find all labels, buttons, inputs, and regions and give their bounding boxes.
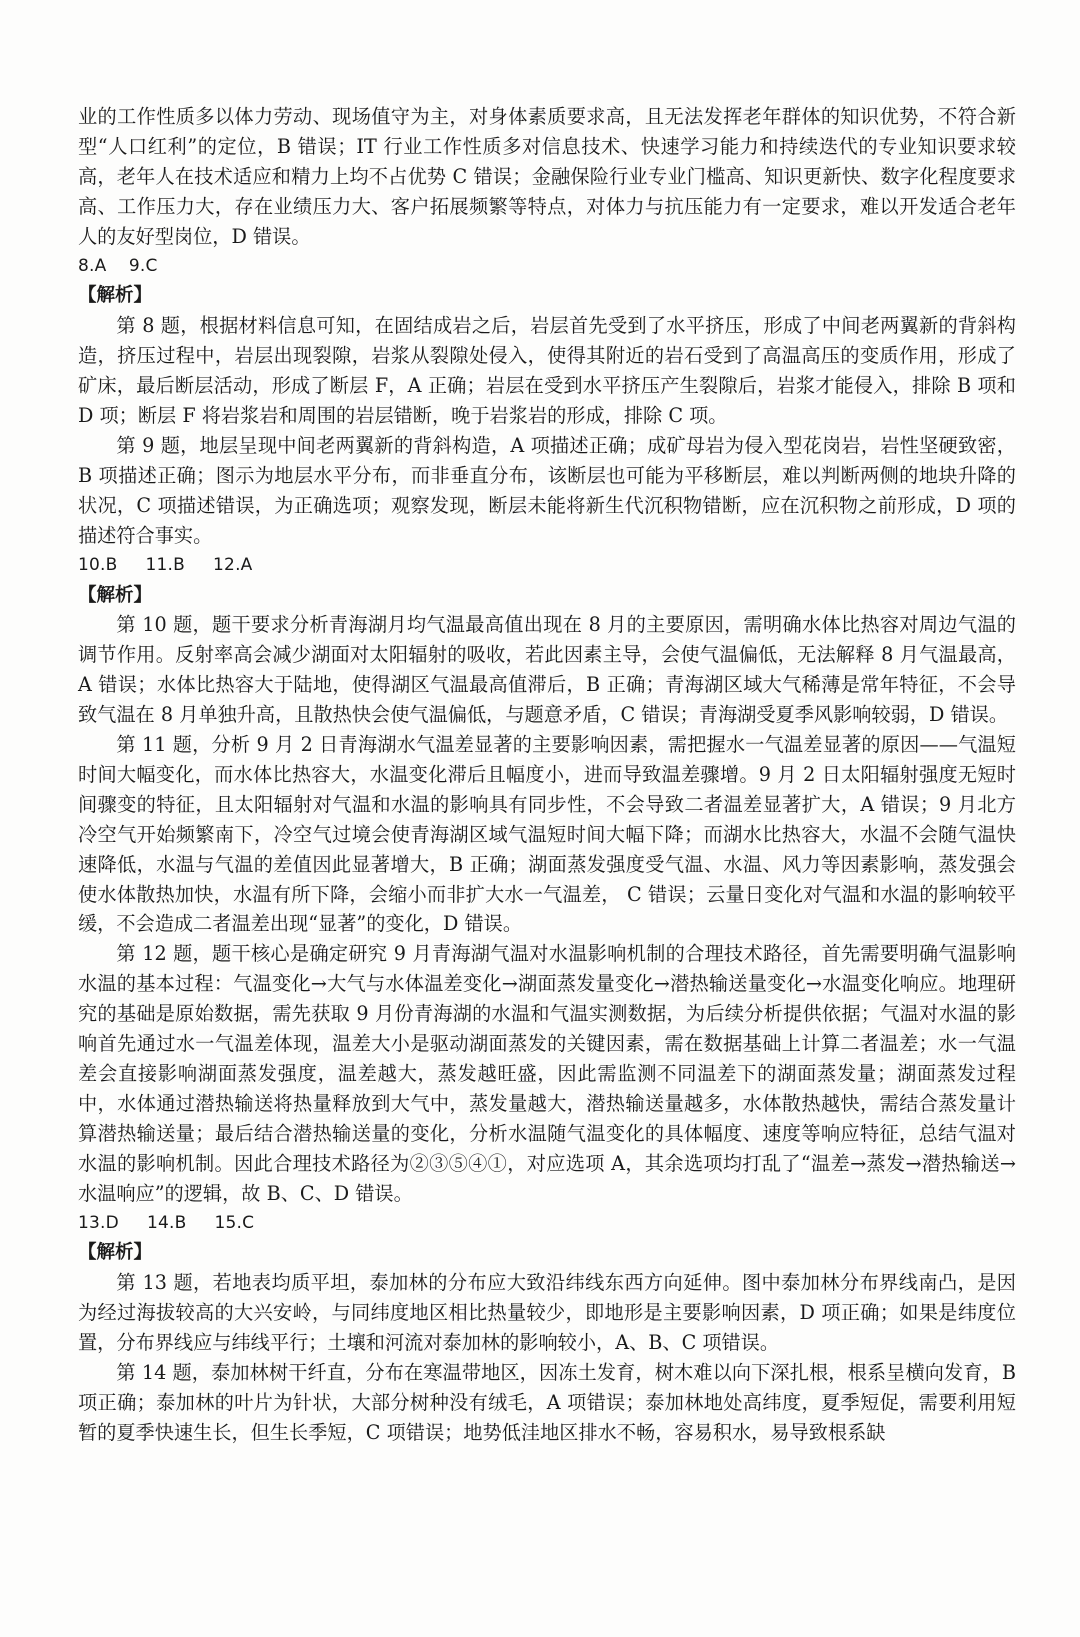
- analysis-paragraph: 第 9 题，地层呈现中间老两翼新的背斜构造，A 项描述正确；成矿母岩为侵入型花岗岩，岩性坚硬致密，B 项描述正确；图示为地层水平分布，而非垂直分布，该断层也可能为平移断层，难以判断两侧的地块升降的状况，C 项描述错误，为正确选项；观察发现，断层未能将新生代沉积物错断，应在沉积物之前形成，D 项的描述符合事实。: [78, 433, 1016, 547]
- analysis-heading: 【解析】: [78, 285, 153, 307]
- analysis-paragraph: 第 8 题，根据材料信息可知，在固结成岩之后，岩层首先受到了水平挤压，形成了中间老两翼新的背斜构造，挤压过程中，岩层出现裂隙，岩浆从裂隙处侵入，使得其附近的岩石受到了高温高压的变质作用，形成了矿床，最后断层活动，形成了断层 F，A 正确；岩层在受到水平挤压产生裂隙后，岩浆才能侵入，排除 B 项和 D 项；断层 F 将岩浆岩和周围的岩层错断，晚于岩浆岩的形成，排除 C 项。: [78, 314, 1016, 428]
- analysis-paragraph: 第 12 题，题干核心是确定研究 9 月青海湖气温对水温影响机制的合理技术路径，首先需要明确气温影响水温的基本过程：气温变化→大气与水体温差变化→湖面蒸发量变化→潜热输送量变化→水温变化响应。地理研究的基础是原始数据，需先获取 9 月份青海湖的水温和气温实测数据，为后续分析提供依据；气温对水温的影响首先通过水一气温差体现，温差大小是驱动湖面蒸发的关键因素，需在数据基础上计算二者温差；水一气温差会直接影响湖面蒸发强度，温差越大，蒸发越旺盛，因此需监测不同温差下的湖面蒸发量；湖面蒸发过程中，水体通过潜热输送将热量释放到大气中，蒸发量越大，潜热输送量越多，水体散热越快，需结合蒸发量计算潜热输送量；最后结合潜热输送量的变化，分析水温随气温变化的具体幅度、速度等响应特征，总结气温对水温的影响机制。因此合理技术路径为②③⑤④①，对应选项 A，其余选项均打乱了“温差→蒸发→潜热输送→水温响应”的逻辑，故 B、C、D 错误。: [78, 942, 1016, 1205]
- text-paragraph: 业的工作性质多以体力劳动、现场值守为主，对身体素质要求高，且无法发挥老年群体的知识优势，不符合新型“人口红利”的定位，B 错误；IT 行业工作性质多对信息技术、快速学习能力和持续迭代的专业知识要求较高，老年人在技术适应和精力上均不占优势 C 错误；金融保险行业专业门槛高、知识更新快、数字化程度要求高、工作压力大，存在业绩压力大、客户拓展频繁等特点，对体力与抗压能力有一定要求，难以开发适合老年人的友好型岗位，D 错误。: [78, 105, 1016, 248]
- answer-key-line: 10.B 11.B 12.A: [78, 554, 253, 575]
- answer-key-line: 13.D 14.B 15.C: [78, 1212, 255, 1233]
- analysis-heading: 【解析】: [78, 584, 153, 606]
- analysis-paragraph: 第 11 题，分析 9 月 2 日青海湖水气温差显著的主要影响因素，需把握水一气温差显著的原因——气温短时间大幅变化，而水体比热容大，水温变化滞后且幅度小，进而导致温差骤增。9 月 2 日太阳辐射强度无短时间骤变的特征，且太阳辐射对气温和水温的影响具有同步性，不会导致二者温差显著扩大，A 错误；9 月北方冷空气开始频繁南下，冷空气过境会使青海湖区域气温短时间大幅下降；而湖水比热容大，水温不会随气温快速降低，水温与气温的差值因此显著增大，B 正确；湖面蒸发强度受气温、水温、风力等因素影响，蒸发强会使水体散热加快，水温有所下降，会缩小而非扩大水一气温差， C 错误；云量日变化对气温和水温的影响较平缓，不会造成二者温差出现“显著”的变化，D 错误。: [78, 733, 1016, 936]
- analysis-paragraph: 第 14 题，泰加林树干纤直，分布在寒温带地区，因冻土发育，树木难以向下深扎根，根系呈横向发育，B 项正确；泰加林的叶片为针状，大部分树种没有绒毛，A 项错误；泰加林地处高纬度，夏季短促，需要利用短暂的夏季快速生长，但生长季短，C 项错误；地势低洼地区排水不畅，容易积水，易导致根系缺: [78, 1361, 1016, 1444]
- analysis-paragraph: 第 10 题，题干要求分析青海湖月均气温最高值出现在 8 月的主要原因，需明确水体比热容对周边气温的调节作用。反射率高会减少湖面对太阳辐射的吸收，若此因素主导，会使气温偏低，无法解释 8 月气温最高， A 错误；水体比热容大于陆地，使得湖区气温最高值滞后，B 正确；青海湖区域大气稀薄是常年特征，不会导致气温在 8 月单独升高，且散热快会使气温偏低，与题意矛盾，C 错误；青海湖受夏季风影响较弱，D 错误。: [78, 613, 1016, 727]
- analysis-paragraph: 第 13 题，若地表均质平坦，泰加林的分布应大致沿纬线东西方向延伸。图中泰加林分布界线南凸，是因为经过海拔较高的大兴安岭，与同纬度地区相比热量较少，即地形是主要影响因素，D 项正确；如果是纬度位置，分布界线应与纬线平行；土壤和河流对泰加林的影响较小，A、B、C 项错误。: [78, 1271, 1016, 1355]
- answer-analysis-text: [78, 102, 1016, 1448]
- analysis-heading: 【解析】: [78, 1242, 153, 1264]
- answer-key-line: 8.A 9.C: [78, 255, 158, 276]
